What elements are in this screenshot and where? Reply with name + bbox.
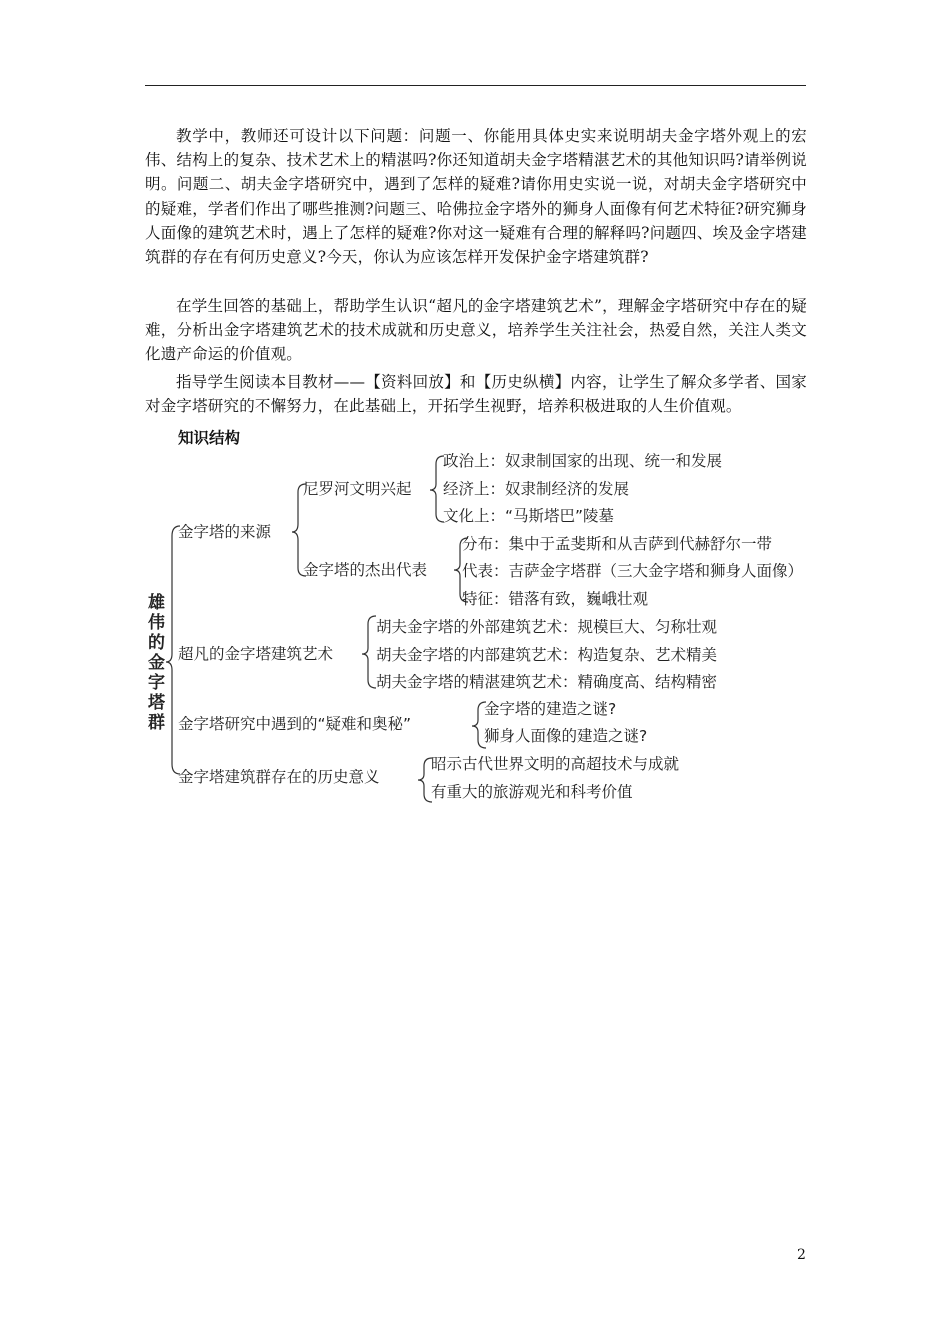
section-title: 知识结构 — [178, 429, 241, 447]
nile-economic: 经济上：奴隶制经济的发展 — [443, 480, 630, 498]
significance-1: 昭示古代世界文明的高超技术与成就 — [431, 755, 680, 773]
art-exquisite: 胡夫金字塔的精湛建筑艺术：精确度高、结构精密 — [376, 673, 718, 691]
knowledge-structure-diagram — [140, 444, 870, 814]
nile-political: 政治上：奴隶制国家的出现、统一和发展 — [443, 452, 723, 470]
page-number: 2 — [797, 1247, 806, 1263]
representative-distribution: 分布：集中于孟斐斯和从吉萨到代赫舒尔一带 — [462, 535, 773, 553]
root-char: 金 — [148, 653, 165, 673]
root-char: 字 — [148, 673, 165, 693]
branch-origin: 金字塔的来源 — [178, 523, 272, 541]
representative-feature: 特征：错落有致，巍峨壮观 — [462, 590, 649, 608]
significance-2: 有重大的旅游观光和科考价值 — [431, 783, 633, 801]
mystery-sphinx: 狮身人面像的建造之谜? — [484, 727, 648, 745]
branch-significance: 金字塔建筑群存在的历史意义 — [178, 768, 380, 786]
root-char: 伟 — [148, 613, 165, 633]
branch-art: 超凡的金字塔建筑艺术 — [178, 645, 334, 663]
nile-brace — [430, 456, 444, 522]
paragraph-questions: 教学中，教师还可设计以下问题：问题一、你能用具体史实来说明胡夫金字塔外观上的宏伟、结构上的复杂、技术艺术上的精湛吗?你还知道胡夫金字塔精湛艺术的其他知识吗?请举例说明。问题二、胡夫金字塔研究中，遇到了怎样的疑难?请你用史实说一说，对胡夫金字塔研究中的疑难，学者们作出了哪些推测?问题三、哈佛拉金字塔外的狮身人面像有何艺术特征?研究狮身人面像的建筑艺术时，遇上了怎样的疑难?你对这一疑难有合理的解释吗?问题四、埃及金字塔建筑群的存在有何历史意义?今天，你认为应该怎样开发保护金字塔建筑群? — [145, 127, 807, 267]
branch-representative: 金字塔的杰出代表 — [303, 561, 428, 579]
significance-brace — [418, 758, 432, 802]
mystery-pyramid: 金字塔的建造之谜? — [484, 700, 617, 718]
root-char: 塔 — [148, 693, 165, 713]
root-char: 的 — [148, 633, 165, 653]
root-title — [147, 592, 166, 733]
root-char: 群 — [148, 713, 165, 733]
art-exterior: 胡夫金字塔的外部建筑艺术：规模巨大、匀称壮观 — [376, 618, 718, 636]
paragraph-reading: 指导学生阅读本目教材——【资料回放】和【历史纵横】内容，让学生了解众多学者、国家对金字塔研究的不懈努力，在此基础上，开拓学生视野，培养积极进取的人生价值观。 — [145, 373, 807, 416]
art-interior: 胡夫金字塔的内部建筑艺术：构造复杂、艺术精美 — [376, 646, 718, 664]
branch-mystery: 金字塔研究中遇到的“疑难和奥秘” — [178, 715, 412, 733]
representative-example: 代表：吉萨金字塔群（三大金字塔和狮身人面像） — [462, 562, 804, 580]
branch-nile: 尼罗河文明兴起 — [303, 480, 412, 498]
header-rule — [145, 85, 806, 86]
paragraph-guidance: 在学生回答的基础上，帮助学生认识“超凡的金字塔建筑艺术”，理解金字塔研究中存在的疑难，分析出金字塔建筑艺术的技术成就和历史意义，培养学生关注社会，热爱自然，关注人类文化遗产命运的价值观。 — [145, 297, 807, 364]
art-brace — [362, 616, 376, 688]
root-char: 雄 — [148, 593, 165, 613]
nile-cultural: 文化上：“马斯塔巴”陵墓 — [443, 507, 615, 525]
